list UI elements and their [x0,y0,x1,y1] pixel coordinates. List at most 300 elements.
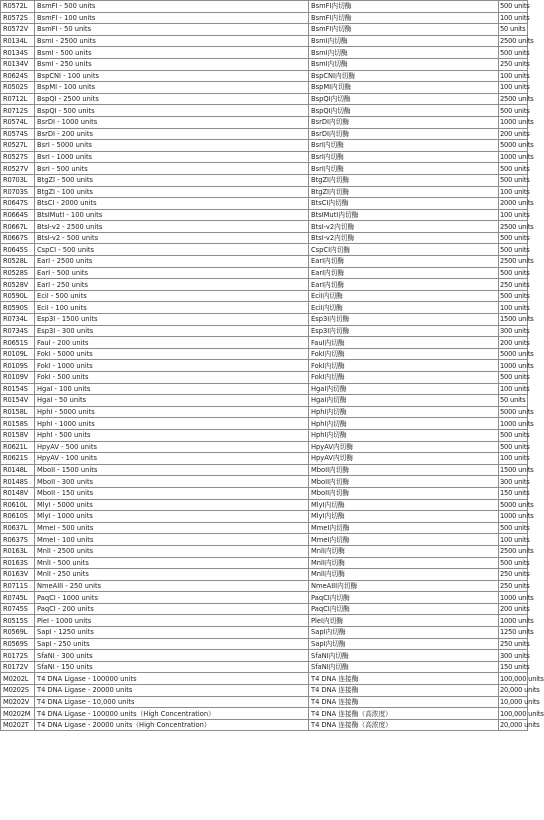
catalog-number-cell: M0202V [1,696,35,708]
table-row [1,70,528,82]
table-row [1,128,528,140]
chinese-name-cell: FokI内切酶 [309,360,499,372]
product-name-cell: HphI - 1000 units [35,418,309,430]
catalog-number-cell: M0202T [1,719,35,731]
chinese-name-cell: EarI内切酶 [309,256,499,268]
chinese-name-cell: BsrI内切酶 [309,140,499,152]
catalog-number-cell: R0163S [1,557,35,569]
chinese-name-cell: FauI内切酶 [309,337,499,349]
quantity-cell: 5000 units [500,408,534,417]
quantity-cell: 100 units [500,384,530,393]
table-row [1,279,528,291]
catalog-number-cell: R0703L [1,174,35,186]
product-name-cell: EarI - 2500 units [35,256,309,268]
quantity-cell: 2500 units [500,95,534,104]
chinese-name-cell: MnlI内切酶 [309,569,499,581]
catalog-number-cell: R0134L [1,35,35,47]
chinese-name-cell: BspCNI内切酶 [309,70,499,82]
catalog-number-cell: R0154V [1,395,35,407]
catalog-number-cell: M0202S [1,685,35,697]
chinese-name-cell: T4 DNA 连接酶 [309,673,499,685]
table-row [1,58,528,70]
table-row [1,638,528,650]
catalog-number-cell: R0647S [1,198,35,210]
chinese-name-cell: FokI内切酶 [309,372,499,384]
product-name-cell: HphI - 500 units [35,429,309,441]
product-name-cell: MmeI - 500 units [35,522,309,534]
table-row [1,719,528,731]
quantity-cell: 1000 units [500,512,534,521]
chinese-name-cell: SfaNI内切酶 [309,661,499,673]
chinese-name-cell: MlyI内切酶 [309,499,499,511]
quantity-cell: 1000 units [500,153,534,162]
product-name-cell: NmeAIII - 250 units [35,580,309,592]
catalog-number-cell: R0527L [1,140,35,152]
quantity-cell: 100 units [500,71,530,80]
quantity-cell: 10,000 units [500,697,540,706]
catalog-number-cell: R0637L [1,522,35,534]
chinese-name-cell: NmeAIII内切酶 [309,580,499,592]
product-name-cell: BsmI - 2500 units [35,35,309,47]
table-row [1,708,528,720]
table-row [1,314,528,326]
product-name-cell: BtgZI - 500 units [35,174,309,186]
product-name-cell: EciI - 100 units [35,302,309,314]
table-row [1,198,528,210]
catalog-number-cell: R0574S [1,128,35,140]
catalog-number-cell: R0667L [1,221,35,233]
catalog-number-cell: R0569S [1,638,35,650]
table-row [1,348,528,360]
product-name-cell: SapI - 1250 units [35,627,309,639]
quantity-cell: 500 units [500,164,530,173]
chinese-name-cell: T4 DNA 连接酶（高浓度） [309,708,499,720]
chinese-name-cell: MmeI内切酶 [309,534,499,546]
catalog-number-cell: R0734L [1,314,35,326]
chinese-name-cell: BtsCI内切酶 [309,198,499,210]
catalog-number-cell: R0624S [1,70,35,82]
chinese-name-cell: PaqCI内切酶 [309,592,499,604]
chinese-name-cell: BsmI内切酶 [309,47,499,59]
chinese-name-cell: BtgZI内切酶 [309,186,499,198]
catalog-number-cell: R0703S [1,186,35,198]
table-row [1,441,528,453]
catalog-number-cell: R0712L [1,93,35,105]
quantity-cell: 200 units [500,338,530,347]
product-name-cell: CspCI - 500 units [35,244,309,256]
product-name-cell: BspCNI - 100 units [35,70,309,82]
chinese-name-cell: FokI内切酶 [309,348,499,360]
table-row [1,82,528,94]
chinese-name-cell: MlyI内切酶 [309,511,499,523]
product-name-cell: MnlI - 2500 units [35,545,309,557]
product-name-cell: T4 DNA Ligase - 100000 units [35,673,309,685]
product-name-cell: HgaI - 50 units [35,395,309,407]
catalog-number-cell: R0158L [1,406,35,418]
table-row [1,557,528,569]
product-name-cell: BtsIMutI - 100 units [35,209,309,221]
product-name-cell: MmeI - 100 units [35,534,309,546]
chinese-name-cell: BsmFI内切酶 [309,24,499,36]
quantity-cell: 200 units [500,605,530,614]
product-name-cell: Esp3I - 300 units [35,325,309,337]
catalog-number-cell: R0572L [1,1,35,13]
table-row [1,696,528,708]
table-row [1,487,528,499]
table-row [1,464,528,476]
catalog-number-cell: R0515S [1,615,35,627]
catalog-number-cell: R0569L [1,627,35,639]
catalog-number-cell: R0158S [1,418,35,430]
quantity-cell: 100 units [500,535,530,544]
chinese-name-cell: PleI内切酶 [309,615,499,627]
product-name-cell: MnlI - 500 units [35,557,309,569]
product-name-cell: SapI - 250 units [35,638,309,650]
product-name-cell: BtgZI - 100 units [35,186,309,198]
table-row [1,627,528,639]
table-row [1,24,528,36]
product-name-cell: MnlI - 250 units [35,569,309,581]
catalog-number-cell: R0109V [1,372,35,384]
product-name-cell: HpyAV - 100 units [35,453,309,465]
product-name-cell: BsrI - 5000 units [35,140,309,152]
product-name-cell: HphI - 5000 units [35,406,309,418]
product-name-cell: BsmFI - 500 units [35,1,309,13]
product-name-cell: EarI - 500 units [35,267,309,279]
table-row [1,429,528,441]
catalog-number-cell: M0202L [1,673,35,685]
product-name-cell: SfaNI - 300 units [35,650,309,662]
product-name-cell: FokI - 500 units [35,372,309,384]
product-name-cell: PaqCI - 1000 units [35,592,309,604]
catalog-number-cell: R0527V [1,163,35,175]
quantity-cell: 500 units [500,245,530,254]
chinese-name-cell: HgaI内切酶 [309,383,499,395]
quantity-cell: 2500 units [500,37,534,46]
chinese-name-cell: HphI内切酶 [309,418,499,430]
quantity-cell: 200 units [500,129,530,138]
chinese-name-cell: MmeI内切酶 [309,522,499,534]
table-row [1,140,528,152]
table-row [1,372,528,384]
table-row [1,174,528,186]
chinese-name-cell: SapI内切酶 [309,638,499,650]
table-row [1,406,528,418]
quantity-cell: 250 units [500,639,530,648]
table-row [1,244,528,256]
table-row [1,290,528,302]
table-row [1,256,528,268]
table-row [1,186,528,198]
table-row [1,592,528,604]
quantity-cell: 50 units [499,395,528,407]
chinese-name-cell: HgaI内切酶 [309,395,499,407]
quantity-cell: 500 units [500,234,530,243]
quantity-cell: 50 units [499,24,528,36]
chinese-name-cell: CspCI内切酶 [309,244,499,256]
quantity-cell: 500 units [500,442,530,451]
catalog-number-cell: R0134S [1,47,35,59]
chinese-name-cell: BspQI内切酶 [309,93,499,105]
table-row [1,383,528,395]
catalog-number-cell: R0158V [1,429,35,441]
table-row [1,93,528,105]
catalog-number-cell: R0712S [1,105,35,117]
chinese-name-cell: EarI内切酶 [309,279,499,291]
table-row [1,209,528,221]
chinese-name-cell: BsrDI内切酶 [309,116,499,128]
chinese-name-cell: T4 DNA 连接酶 [309,696,499,708]
quantity-cell: 500 units [500,558,530,567]
quantity-cell: 2500 units [500,547,534,556]
chinese-name-cell: BtsIMutI内切酶 [309,209,499,221]
catalog-number-cell: R0572V [1,24,35,36]
quantity-cell: 150 units [500,663,530,672]
product-name-cell: FokI - 1000 units [35,360,309,372]
product-name-cell: EarI - 250 units [35,279,309,291]
chinese-name-cell: HpyAV内切酶 [309,453,499,465]
table-row [1,418,528,430]
catalog-number-cell: R0154S [1,383,35,395]
quantity-cell: 100 units [500,83,530,92]
table-row [1,545,528,557]
chinese-name-cell: SfaNI内切酶 [309,650,499,662]
chinese-name-cell: HphI内切酶 [309,406,499,418]
table-row [1,615,528,627]
chinese-name-cell: MnlI内切酶 [309,545,499,557]
catalog-number-cell: M0202M [1,708,35,720]
product-name-cell: BsrI - 500 units [35,163,309,175]
chinese-name-cell: BsmFI内切酶 [309,12,499,24]
chinese-name-cell: BtsI-v2内切酶 [309,221,499,233]
catalog-number-cell: R0134V [1,58,35,70]
quantity-cell: 150 units [500,489,530,498]
quantity-cell: 1500 units [500,466,534,475]
quantity-cell: 100,000 units [500,709,544,718]
quantity-cell: 250 units [500,280,530,289]
catalog-number-cell: R0148V [1,487,35,499]
catalog-number-cell: R0651S [1,337,35,349]
quantity-cell: 500 units [500,431,530,440]
product-name-cell: SfaNI - 150 units [35,661,309,673]
product-name-cell: BspQI - 500 units [35,105,309,117]
table-row [1,580,528,592]
product-name-cell: BtsI-v2 - 500 units [35,232,309,244]
table-row [1,673,528,685]
product-name-cell: MlyI - 1000 units [35,511,309,523]
product-name-cell: T4 DNA Ligase - 20000 units [35,685,309,697]
product-name-cell: MboII - 300 units [35,476,309,488]
quantity-cell: 100 units [500,13,530,22]
catalog-number-cell: R0590L [1,290,35,302]
catalog-number-cell: R0610L [1,499,35,511]
quantity-cell: 1000 units [500,616,534,625]
catalog-number-cell: R0528V [1,279,35,291]
catalog-number-cell: R0711S [1,580,35,592]
quantity-cell: 1000 units [500,118,534,127]
table-row [1,395,528,407]
quantity-cell: 5000 units [500,500,534,509]
product-name-cell: HpyAV - 500 units [35,441,309,453]
quantity-cell: 100 units [500,454,530,463]
table-row [1,337,528,349]
product-name-cell: Esp3I - 1500 units [35,314,309,326]
table-row [1,650,528,662]
product-name-cell: BsrI - 1000 units [35,151,309,163]
product-name-cell: T4 DNA Ligase - 100000 units（High Concentration） [35,708,309,720]
quantity-cell: 300 units [500,326,530,335]
catalog-number-cell: R0528L [1,256,35,268]
quantity-cell: 1000 units [500,419,534,428]
quantity-cell: 500 units [500,268,530,277]
chinese-name-cell: EciI内切酶 [309,302,499,314]
catalog-number-cell: R0163L [1,545,35,557]
quantity-cell: 2000 units [500,199,534,208]
quantity-cell: 100,000 units [500,674,544,683]
table-row [1,47,528,59]
quantity-cell: 1500 units [500,315,534,324]
quantity-cell: 500 units [500,373,530,382]
product-name-cell: BspMI - 100 units [35,82,309,94]
product-name-cell: FokI - 5000 units [35,348,309,360]
chinese-name-cell: BsmI内切酶 [309,58,499,70]
chinese-name-cell: Esp3I内切酶 [309,314,499,326]
quantity-cell: 500 units [500,2,530,11]
quantity-cell: 500 units [500,292,530,301]
quantity-cell: 20,000 units [500,721,540,730]
catalog-number-cell: R0621S [1,453,35,465]
chinese-name-cell: MboII内切酶 [309,464,499,476]
catalog-number-cell: R0572S [1,12,35,24]
chinese-name-cell: BspMI内切酶 [309,82,499,94]
quantity-cell: 1000 units [500,593,534,602]
quantity-cell: 500 units [500,524,530,533]
quantity-cell: 500 units [500,106,530,115]
catalog-number-cell: R0664S [1,209,35,221]
table-row [1,499,528,511]
quantity-cell: 100 units [500,210,530,219]
quantity-cell: 500 units [500,48,530,57]
quantity-cell: 2500 units [500,222,534,231]
chinese-name-cell: BtgZI内切酶 [309,174,499,186]
table-row [1,661,528,673]
table-row [1,35,528,47]
product-name-cell: BsmI - 250 units [35,58,309,70]
product-name-cell: BsmFI - 100 units [35,12,309,24]
catalog-number-cell: R0109L [1,348,35,360]
chinese-name-cell: T4 DNA 连接酶（高浓度） [309,719,499,731]
catalog-number-cell: R0527S [1,151,35,163]
chinese-name-cell: BsmI内切酶 [309,35,499,47]
product-name-cell: T4 DNA Ligase - 10,000 units [35,696,309,708]
catalog-number-cell: R0528S [1,267,35,279]
product-name-cell: BsmI - 500 units [35,47,309,59]
table-row [1,603,528,615]
quantity-cell: 1250 units [500,628,534,637]
table-row [1,12,528,24]
catalog-number-cell: R0148S [1,476,35,488]
chinese-name-cell: Esp3I内切酶 [309,325,499,337]
chinese-name-cell: MboII内切酶 [309,476,499,488]
chinese-name-cell: SapI内切酶 [309,627,499,639]
quantity-cell: 100 units [500,303,530,312]
chinese-name-cell: BsmFI内切酶 [309,1,499,13]
chinese-name-cell: T4 DNA 连接酶 [309,685,499,697]
table-row [1,569,528,581]
product-name-cell: MboII - 1500 units [35,464,309,476]
table-row [1,105,528,117]
table-row [1,163,528,175]
quantity-cell: 250 units [500,570,530,579]
table-row [1,360,528,372]
table-row [1,325,528,337]
quantity-cell: 2500 units [500,257,534,266]
catalog-number-cell: R0172S [1,650,35,662]
product-name-cell: PaqCI - 200 units [35,603,309,615]
catalog-number-cell: R0590S [1,302,35,314]
product-name-cell: BtsCI - 2000 units [35,198,309,210]
catalog-number-cell: R0163V [1,569,35,581]
table-row [1,685,528,697]
product-name-cell: BspQI - 2500 units [35,93,309,105]
product-name-cell: MboII - 150 units [35,487,309,499]
chinese-name-cell: BtsI-v2内切酶 [309,232,499,244]
table-row [1,453,528,465]
catalog-number-cell: R0734S [1,325,35,337]
catalog-number-cell: R0745S [1,603,35,615]
catalog-number-cell: R0502S [1,82,35,94]
product-name-cell: BsrDI - 200 units [35,128,309,140]
chinese-name-cell: BsrI内切酶 [309,151,499,163]
quantity-cell: 5000 units [500,350,534,359]
catalog-number-cell: R0172V [1,661,35,673]
catalog-number-cell: R0621L [1,441,35,453]
catalog-number-cell: R0148L [1,464,35,476]
catalog-number-cell: R0637S [1,534,35,546]
table-row [1,534,528,546]
catalog-number-cell: R0667S [1,232,35,244]
table-row [1,511,528,523]
product-name-cell: FauI - 200 units [35,337,309,349]
product-name-cell: MlyI - 5000 units [35,499,309,511]
product-name-cell: T4 DNA Ligase - 20000 units（High Concentration） [35,719,309,731]
product-name-cell: BsrDI - 1000 units [35,116,309,128]
catalog-number-cell: R0645S [1,244,35,256]
product-table-body [1,1,544,731]
table-row [1,1,528,13]
table-row [1,267,528,279]
quantity-cell: 250 units [500,581,530,590]
quantity-cell: 100 units [500,187,530,196]
chinese-name-cell: EarI内切酶 [309,267,499,279]
table-row [1,476,528,488]
quantity-cell: 300 units [500,651,530,660]
chinese-name-cell: BsrDI内切酶 [309,128,499,140]
table-row [1,302,528,314]
product-name-cell: PleI - 1000 units [35,615,309,627]
table-row [1,221,528,233]
catalog-number-cell: R0745L [1,592,35,604]
catalog-number-cell: R0574L [1,116,35,128]
table-row [1,522,528,534]
chinese-name-cell: BsrI内切酶 [309,163,499,175]
quantity-cell: 1000 units [500,361,534,370]
product-name-cell: BsmFI - 50 units [35,24,309,36]
chinese-name-cell: HpyAV内切酶 [309,441,499,453]
table-row [1,116,528,128]
quantity-cell: 250 units [500,60,530,69]
table-row [1,151,528,163]
